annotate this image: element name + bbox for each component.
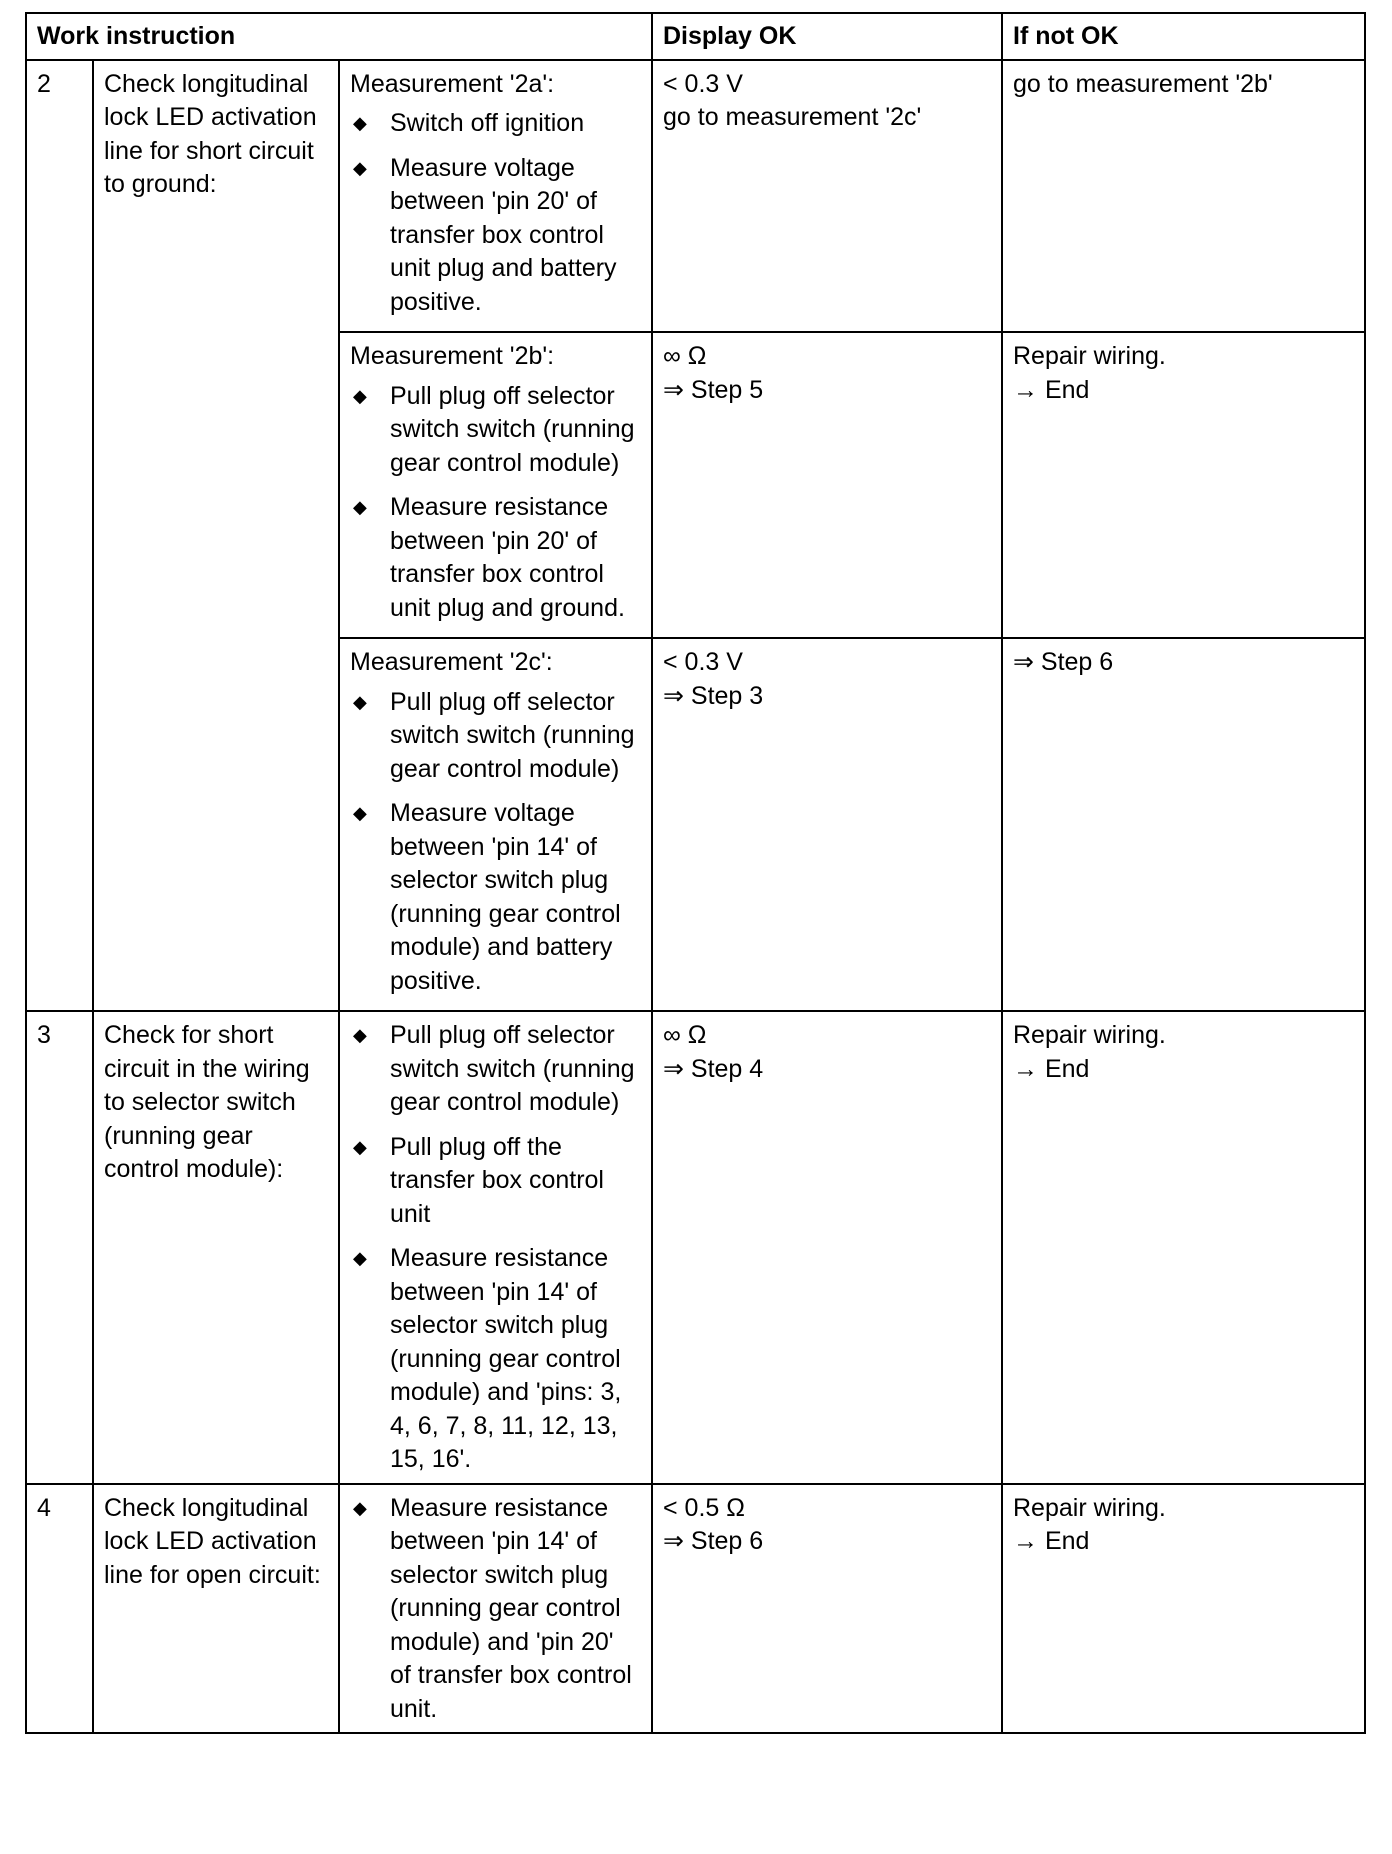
instruction-list bbox=[350, 107, 641, 319]
step-description: Check longitudinal lock LED activation line for short circuit to ground: bbox=[93, 60, 339, 1012]
header-if-not-ok: If not OK bbox=[1002, 13, 1365, 60]
if-not-ok-cell: Repair wiring. → End bbox=[1002, 332, 1365, 638]
list-item: ◆ Measure voltage between 'pin 14' of selector switch plug (running gear control module) and battery positive. bbox=[353, 799, 621, 995]
measurement-title: Measurement '2b': bbox=[350, 342, 555, 370]
step-number: 2 bbox=[26, 60, 93, 1012]
diamond-bullet-icon: ◆ bbox=[353, 1248, 367, 1268]
list-item: ◆ Pull plug off selector switch switch (running gear control module) bbox=[353, 687, 635, 783]
if-not-ok-cell: Repair wiring. → End bbox=[1002, 1011, 1365, 1484]
measurement-title: Measurement '2a': bbox=[350, 69, 555, 98]
diamond-bullet-icon: ◆ bbox=[353, 1136, 367, 1157]
instruction-list bbox=[350, 686, 641, 999]
instruction-list bbox=[350, 1019, 641, 1477]
header-work-instruction: Work instruction bbox=[26, 13, 652, 60]
table-header-row bbox=[26, 13, 1365, 60]
display-ok-cell: ∞ Ω ⇒ Step 5 bbox=[652, 332, 1002, 638]
diamond-bullet-icon: ◆ bbox=[353, 385, 367, 406]
list-item: ◆ Measure voltage between 'pin 20' of transfer box control unit plug and battery positive. bbox=[353, 153, 617, 316]
display-ok-cell: ∞ Ω ⇒ Step 4 bbox=[652, 1011, 1002, 1484]
table-row-step-3 bbox=[26, 1011, 1365, 1484]
if-not-ok-cell: go to measurement '2b' bbox=[1002, 60, 1365, 333]
instruction-list bbox=[350, 1492, 641, 1727]
instruction-list bbox=[350, 380, 641, 626]
measurement-2b bbox=[339, 332, 652, 638]
diamond-bullet-icon: ◆ bbox=[353, 803, 367, 823]
list-item: ◆ Switch off ignition bbox=[350, 107, 641, 141]
diamond-bullet-icon: ◆ bbox=[353, 157, 367, 178]
instruction-cell bbox=[339, 1484, 652, 1734]
list-item: ◆ Pull plug off the transfer box control unit bbox=[353, 1132, 604, 1228]
work-instruction-table bbox=[25, 12, 1366, 1734]
if-not-ok-cell: Repair wiring. → End bbox=[1002, 1484, 1365, 1734]
measurement-2c bbox=[339, 638, 652, 1011]
header-display-ok: Display OK bbox=[652, 13, 1002, 60]
list-item: ◆ Measure resistance between 'pin 14' of selector switch plug (running gear control module) and 'pins: 3, 4, 6, 7, 8, 11, 12, 13, 15, 16'. bbox=[353, 1244, 622, 1473]
diamond-bullet-icon: ◆ bbox=[353, 1025, 367, 1045]
measurement-title: Measurement '2c': bbox=[350, 648, 553, 676]
step-number: 3 bbox=[26, 1011, 93, 1484]
list-item: ◆ Pull plug off selector switch switch (running gear control module) bbox=[353, 1021, 635, 1116]
step-description: Check for short circuit in the wiring to selector switch (running gear control module): bbox=[93, 1011, 339, 1484]
measurement-2a bbox=[339, 60, 652, 333]
if-not-ok-cell: ⇒ Step 6 bbox=[1002, 638, 1365, 1011]
instruction-cell bbox=[339, 1011, 652, 1484]
table-row-step-4 bbox=[26, 1484, 1365, 1734]
diamond-bullet-icon: ◆ bbox=[353, 113, 367, 133]
list-item: ◆ Measure resistance between 'pin 14' of selector switch plug (running gear control module) and 'pin 20' of transfer box control unit. bbox=[353, 1493, 632, 1723]
diamond-bullet-icon: ◆ bbox=[353, 1497, 367, 1518]
step-description: Check longitudinal lock LED activation line for open circuit: bbox=[93, 1484, 339, 1734]
display-ok-cell: < 0.3 V go to measurement '2c' bbox=[652, 60, 1002, 333]
display-ok-cell: < 0.3 V ⇒ Step 3 bbox=[652, 638, 1002, 1011]
table-row-step-2a bbox=[26, 60, 1365, 333]
list-item: ◆ Measure resistance between 'pin 20' of transfer box control unit plug and ground. bbox=[353, 493, 625, 622]
step-number: 4 bbox=[26, 1484, 93, 1734]
diamond-bullet-icon: ◆ bbox=[353, 497, 367, 517]
display-ok-cell: < 0.5 Ω ⇒ Step 6 bbox=[652, 1484, 1002, 1734]
list-item: ◆ Pull plug off selector switch switch (running gear control module) bbox=[353, 381, 635, 477]
diamond-bullet-icon: ◆ bbox=[353, 691, 367, 712]
